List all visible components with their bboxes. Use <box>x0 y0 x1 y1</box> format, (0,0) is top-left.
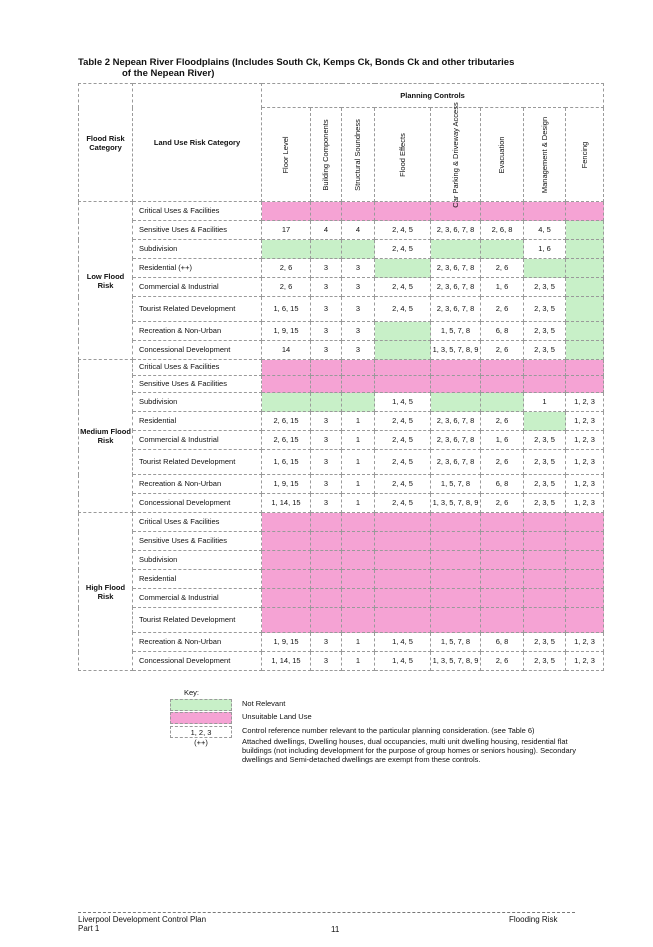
control-ref-cell: 1, 4, 5 <box>375 652 431 671</box>
control-ref-cell: 4 <box>342 221 375 240</box>
control-ref-cell: 1, 6, 15 <box>262 450 311 475</box>
header-column-label: Building Components <box>321 118 330 191</box>
unsuitable-cell <box>524 360 566 376</box>
table-row <box>79 494 604 513</box>
control-ref-cell: 1, 3, 5, 7, 8, 9 <box>431 652 481 671</box>
land-use-category: Commercial & Industrial <box>133 278 262 297</box>
unsuitable-cell <box>342 376 375 393</box>
unsuitable-cell <box>311 360 342 376</box>
land-use-category: Concessional Development <box>133 652 262 671</box>
unsuitable-cell <box>375 360 431 376</box>
control-ref-cell: 1, 2, 3 <box>566 475 604 494</box>
unsuitable-cell <box>262 532 311 551</box>
control-ref-cell: 2, 4, 5 <box>375 431 431 450</box>
control-ref-cell: 2, 6 <box>481 259 524 278</box>
not-relevant-cell <box>566 278 604 297</box>
unsuitable-cell <box>342 532 375 551</box>
unsuitable-cell <box>262 589 311 608</box>
control-ref-cell: 1 <box>342 633 375 652</box>
control-ref-cell: 14 <box>262 341 311 360</box>
table-row <box>79 532 604 551</box>
control-ref-cell: 1, 4, 5 <box>375 633 431 652</box>
land-use-category: Recreation & Non-Urban <box>133 633 262 652</box>
land-use-category: Recreation & Non-Urban <box>133 475 262 494</box>
control-ref-cell: 3 <box>311 259 342 278</box>
key-item <box>170 712 592 724</box>
table-row <box>79 633 604 652</box>
flood-risk-category: High Flood Risk <box>79 513 133 671</box>
control-ref-cell: 2, 3, 5 <box>524 431 566 450</box>
control-ref-cell: 6, 8 <box>481 475 524 494</box>
unsuitable-cell <box>375 570 431 589</box>
unsuitable-cell <box>375 202 431 221</box>
unsuitable-cell <box>524 532 566 551</box>
table-row <box>79 376 604 393</box>
control-ref-cell: 1, 2, 3 <box>566 412 604 431</box>
unsuitable-cell <box>431 570 481 589</box>
key-text: Unsuitable Land Use <box>242 712 312 721</box>
control-ref-cell: 1, 9, 15 <box>262 475 311 494</box>
control-ref-cell: 1, 5, 7, 8 <box>431 633 481 652</box>
unsuitable-cell <box>524 608 566 633</box>
unsuitable-cell <box>311 570 342 589</box>
unsuitable-cell <box>375 551 431 570</box>
table-row <box>79 589 604 608</box>
control-ref-cell: 1, 6, 15 <box>262 297 311 322</box>
header-column <box>481 108 524 202</box>
footer-doc-title: Liverpool Development Control Plan <box>78 915 207 924</box>
unsuitable-cell <box>262 376 311 393</box>
key-title: Key: <box>184 688 200 697</box>
unsuitable-cell <box>262 608 311 633</box>
unsuitable-cell <box>431 360 481 376</box>
control-ref-cell: 2, 6 <box>262 278 311 297</box>
header-column <box>311 108 342 202</box>
control-ref-cell: 1, 5, 7, 8 <box>431 322 481 341</box>
land-use-category: Commercial & Industrial <box>133 431 262 450</box>
control-ref-cell: 4, 5 <box>524 221 566 240</box>
table-row <box>79 259 604 278</box>
control-ref-cell: 3 <box>311 278 342 297</box>
control-ref-cell: 2, 6 <box>481 412 524 431</box>
header-column-label: Fencing <box>579 141 589 168</box>
unsuitable-cell <box>375 513 431 532</box>
control-ref-cell: 2, 3, 5 <box>524 341 566 360</box>
unsuitable-cell <box>481 202 524 221</box>
land-use-category: Concessional Development <box>133 494 262 513</box>
control-ref-cell: 3 <box>342 259 375 278</box>
control-ref-cell: 1, 6 <box>524 240 566 259</box>
land-use-category: Sensitive Uses & Facilities <box>133 532 262 551</box>
control-ref-cell: 3 <box>311 431 342 450</box>
control-ref-cell: 6, 8 <box>481 633 524 652</box>
control-ref-cell: 2, 6, 8 <box>481 221 524 240</box>
header-column <box>375 108 431 202</box>
unsuitable-cell <box>431 551 481 570</box>
not-relevant-cell <box>566 322 604 341</box>
not-relevant-cell <box>262 240 311 259</box>
unsuitable-cell <box>481 551 524 570</box>
control-ref-cell: 2, 3, 5 <box>524 652 566 671</box>
unsuitable-cell <box>311 589 342 608</box>
control-ref-cell: 2, 3, 5 <box>524 450 566 475</box>
not-relevant-cell <box>481 240 524 259</box>
not-relevant-cell <box>342 393 375 412</box>
key-swatch-plus: (++) <box>194 738 208 747</box>
table-row <box>79 297 604 322</box>
land-use-category: Residential <box>133 412 262 431</box>
table-row <box>79 393 604 412</box>
control-ref-cell: 2, 3, 6, 7, 8 <box>431 431 481 450</box>
key-text: Not Relevant <box>242 699 286 708</box>
table-row <box>79 341 604 360</box>
unsuitable-cell <box>311 513 342 532</box>
control-ref-cell: 3 <box>342 341 375 360</box>
table-row <box>79 322 604 341</box>
control-ref-cell: 1, 14, 15 <box>262 494 311 513</box>
control-ref-cell: 3 <box>342 278 375 297</box>
control-ref-cell: 1, 2, 3 <box>566 393 604 412</box>
unsuitable-cell <box>566 608 604 633</box>
not-relevant-cell <box>524 259 566 278</box>
control-ref-cell: 2, 3, 6, 7, 8 <box>431 278 481 297</box>
unsuitable-cell <box>566 570 604 589</box>
unsuitable-cell <box>311 551 342 570</box>
control-ref-cell: 2, 4, 5 <box>375 240 431 259</box>
unsuitable-cell <box>262 202 311 221</box>
control-ref-cell: 4 <box>311 221 342 240</box>
table-row <box>79 412 604 431</box>
unsuitable-cell <box>311 532 342 551</box>
header-column-label: Structural Soundness <box>353 118 362 191</box>
land-use-category: Commercial & Industrial <box>133 589 262 608</box>
control-ref-cell: 2, 6 <box>481 652 524 671</box>
control-ref-cell: 2, 4, 5 <box>375 412 431 431</box>
control-ref-cell: 3 <box>342 322 375 341</box>
control-ref-cell: 2, 3, 5 <box>524 633 566 652</box>
control-ref-cell: 1, 2, 3 <box>566 652 604 671</box>
table-row <box>79 513 604 532</box>
unsuitable-cell <box>342 551 375 570</box>
control-ref-cell: 3 <box>311 494 342 513</box>
header-column <box>342 108 375 202</box>
control-ref-cell: 1, 3, 5, 7, 8, 9 <box>431 341 481 360</box>
key-swatch-pink <box>170 712 232 724</box>
not-relevant-cell <box>262 393 311 412</box>
unsuitable-cell <box>375 532 431 551</box>
unsuitable-cell <box>431 513 481 532</box>
not-relevant-cell <box>431 240 481 259</box>
title-line-1: Table 2 Nepean River Floodplains (Includes South Ck, Kemps Ck, Bonds Ck and other tributaries <box>78 57 515 68</box>
unsuitable-cell <box>481 513 524 532</box>
table-row <box>79 221 604 240</box>
footer-divider <box>78 912 575 913</box>
unsuitable-cell <box>375 589 431 608</box>
control-ref-cell: 2, 4, 5 <box>375 221 431 240</box>
unsuitable-cell <box>342 513 375 532</box>
table-row <box>79 570 604 589</box>
table-row <box>79 608 604 633</box>
not-relevant-cell <box>375 341 431 360</box>
table-row <box>79 652 604 671</box>
control-ref-cell: 1, 6 <box>481 278 524 297</box>
control-ref-cell: 2, 3, 6, 7, 8 <box>431 221 481 240</box>
table-row <box>79 202 604 221</box>
not-relevant-cell <box>566 240 604 259</box>
unsuitable-cell <box>481 376 524 393</box>
unsuitable-cell <box>481 570 524 589</box>
control-ref-cell: 1, 14, 15 <box>262 652 311 671</box>
control-ref-cell: 2, 4, 5 <box>375 297 431 322</box>
control-ref-cell: 3 <box>311 322 342 341</box>
unsuitable-cell <box>342 608 375 633</box>
unsuitable-cell <box>311 608 342 633</box>
unsuitable-cell <box>311 376 342 393</box>
header-land-use-risk-category: Land Use Risk Category <box>133 84 262 202</box>
control-ref-cell: 3 <box>342 297 375 322</box>
not-relevant-cell <box>431 393 481 412</box>
control-ref-cell: 2, 3, 6, 7, 8 <box>431 297 481 322</box>
land-use-category: Residential <box>133 570 262 589</box>
unsuitable-cell <box>375 608 431 633</box>
control-ref-cell: 2, 6 <box>481 341 524 360</box>
footer-part: Part 1 <box>78 924 100 933</box>
control-ref-cell: 2, 3, 6, 7, 8 <box>431 412 481 431</box>
unsuitable-cell <box>431 589 481 608</box>
not-relevant-cell <box>481 393 524 412</box>
title-line-2: of the Nepean River) <box>122 68 215 79</box>
page-number: 11 <box>331 925 340 934</box>
key-text: Control reference number relevant to the particular planning consideration. (see Table 6) <box>242 726 535 735</box>
unsuitable-cell <box>566 532 604 551</box>
unsuitable-cell <box>481 360 524 376</box>
land-use-category: Sensitive Uses & Facilities <box>133 376 262 393</box>
control-ref-cell: 2, 6 <box>262 259 311 278</box>
unsuitable-cell <box>524 570 566 589</box>
not-relevant-cell <box>566 259 604 278</box>
header-column <box>262 108 311 202</box>
control-ref-cell: 2, 3, 5 <box>524 278 566 297</box>
land-use-category: Subdivision <box>133 393 262 412</box>
land-use-category: Tourist Related Development <box>133 608 262 633</box>
not-relevant-cell <box>566 341 604 360</box>
land-use-category: Recreation & Non-Urban <box>133 322 262 341</box>
unsuitable-cell <box>342 570 375 589</box>
flood-controls-table <box>78 83 604 671</box>
not-relevant-cell <box>311 393 342 412</box>
unsuitable-cell <box>524 376 566 393</box>
control-ref-cell: 3 <box>311 412 342 431</box>
control-ref-cell: 1, 5, 7, 8 <box>431 475 481 494</box>
control-ref-cell: 6, 8 <box>481 322 524 341</box>
unsuitable-cell <box>566 551 604 570</box>
not-relevant-cell <box>566 297 604 322</box>
control-ref-cell: 2, 3, 5 <box>524 494 566 513</box>
land-use-category: Critical Uses & Facilities <box>133 513 262 532</box>
key-swatch-green <box>170 699 232 711</box>
control-ref-cell: 1, 6 <box>481 431 524 450</box>
land-use-category: Critical Uses & Facilities <box>133 360 262 376</box>
control-ref-cell: 3 <box>311 450 342 475</box>
control-ref-cell: 2, 6 <box>481 494 524 513</box>
control-ref-cell: 1, 2, 3 <box>566 431 604 450</box>
unsuitable-cell <box>262 570 311 589</box>
control-ref-cell: 1, 3, 5, 7, 8, 9 <box>431 494 481 513</box>
not-relevant-cell <box>524 412 566 431</box>
control-ref-cell: 1 <box>342 652 375 671</box>
control-ref-cell: 1, 9, 15 <box>262 322 311 341</box>
footer-section: Flooding Risk <box>509 915 558 924</box>
not-relevant-cell <box>375 259 431 278</box>
control-ref-cell: 1 <box>342 431 375 450</box>
unsuitable-cell <box>524 551 566 570</box>
flood-risk-category: Low Flood Risk <box>79 202 133 360</box>
control-ref-cell: 2, 3, 5 <box>524 297 566 322</box>
unsuitable-cell <box>524 589 566 608</box>
control-ref-cell: 2, 4, 5 <box>375 450 431 475</box>
header-column-label: Car Parking & Driveway Access <box>450 101 460 208</box>
control-ref-cell: 1, 2, 3 <box>566 494 604 513</box>
land-use-category: Critical Uses & Facilities <box>133 202 262 221</box>
table-row <box>79 278 604 297</box>
control-ref-cell: 1 <box>342 450 375 475</box>
unsuitable-cell <box>481 532 524 551</box>
not-relevant-cell <box>375 322 431 341</box>
unsuitable-cell <box>375 376 431 393</box>
unsuitable-cell <box>262 513 311 532</box>
control-ref-cell: 2, 6 <box>481 297 524 322</box>
key-item <box>170 737 592 764</box>
key-text: Attached dwellings, Dwelling houses, dual occupancies, multi unit dwelling housing, residential flat buildings (not including development for the purpose of group homes or seniors housing). Secondary dwellings and Semi-detached dwellings are exempt from these controls. <box>242 737 576 764</box>
unsuitable-cell <box>566 202 604 221</box>
header-column-label: Floor Level <box>281 135 290 174</box>
header-column-label: Evacuation <box>497 135 506 174</box>
control-ref-cell: 1, 4, 5 <box>375 393 431 412</box>
land-use-category: Subdivision <box>133 240 262 259</box>
land-use-category: Concessional Development <box>133 341 262 360</box>
header-column <box>566 108 604 202</box>
control-ref-cell: 2, 4, 5 <box>375 278 431 297</box>
control-ref-cell: 3 <box>311 297 342 322</box>
land-use-category: Tourist Related Development <box>133 450 262 475</box>
table-title <box>78 57 608 79</box>
table-row <box>79 551 604 570</box>
land-use-category: Subdivision <box>133 551 262 570</box>
control-ref-cell: 1 <box>342 475 375 494</box>
unsuitable-cell <box>342 589 375 608</box>
table-row <box>79 475 604 494</box>
control-ref-cell: 2, 3, 6, 7, 8 <box>431 450 481 475</box>
control-ref-cell: 1 <box>524 393 566 412</box>
control-ref-cell: 1, 2, 3 <box>566 450 604 475</box>
table-row <box>79 431 604 450</box>
control-ref-cell: 1 <box>342 412 375 431</box>
table-row <box>79 450 604 475</box>
control-ref-cell: 17 <box>262 221 311 240</box>
unsuitable-cell <box>262 551 311 570</box>
table-row <box>79 240 604 259</box>
table-row <box>79 360 604 376</box>
unsuitable-cell <box>566 360 604 376</box>
control-ref-cell: 2, 6, 15 <box>262 412 311 431</box>
flood-risk-category: Medium Flood Risk <box>79 360 133 513</box>
unsuitable-cell <box>524 202 566 221</box>
unsuitable-cell <box>311 202 342 221</box>
control-ref-cell: 2, 6 <box>481 450 524 475</box>
control-ref-cell: 1 <box>342 494 375 513</box>
control-ref-cell: 2, 3, 5 <box>524 475 566 494</box>
key-item <box>170 699 592 711</box>
footer-left <box>78 915 206 933</box>
unsuitable-cell <box>566 376 604 393</box>
key-swatch-ref: 1, 2, 3 <box>170 726 232 738</box>
unsuitable-cell <box>431 532 481 551</box>
control-ref-cell: 2, 4, 5 <box>375 475 431 494</box>
not-relevant-cell <box>566 221 604 240</box>
not-relevant-cell <box>342 240 375 259</box>
control-ref-cell: 3 <box>311 652 342 671</box>
unsuitable-cell <box>431 608 481 633</box>
header-planning-controls: Planning Controls <box>262 84 604 108</box>
header-column <box>431 101 481 208</box>
unsuitable-cell <box>524 513 566 532</box>
unsuitable-cell <box>481 608 524 633</box>
header-column-label: Management & Design <box>539 116 549 193</box>
header-flood-risk-category: Flood Risk Category <box>79 84 133 202</box>
control-ref-cell: 3 <box>311 341 342 360</box>
land-use-category: Residential (++) <box>133 259 262 278</box>
unsuitable-cell <box>566 589 604 608</box>
control-ref-cell: 2, 3, 5 <box>524 322 566 341</box>
control-ref-cell: 2, 3, 6, 7, 8 <box>431 259 481 278</box>
unsuitable-cell <box>431 376 481 393</box>
land-use-category: Sensitive Uses & Facilities <box>133 221 262 240</box>
control-ref-cell: 3 <box>311 633 342 652</box>
header-column-label: Flood Effects <box>397 132 407 177</box>
control-ref-cell: 1, 9, 15 <box>262 633 311 652</box>
header-column <box>524 108 566 202</box>
control-ref-cell: 2, 4, 5 <box>375 494 431 513</box>
land-use-category: Tourist Related Development <box>133 297 262 322</box>
control-ref-cell: 1, 2, 3 <box>566 633 604 652</box>
control-ref-cell: 2, 6, 15 <box>262 431 311 450</box>
unsuitable-cell <box>481 589 524 608</box>
unsuitable-cell <box>342 360 375 376</box>
control-ref-cell: 3 <box>311 475 342 494</box>
unsuitable-cell <box>342 202 375 221</box>
unsuitable-cell <box>262 360 311 376</box>
unsuitable-cell <box>566 513 604 532</box>
not-relevant-cell <box>311 240 342 259</box>
